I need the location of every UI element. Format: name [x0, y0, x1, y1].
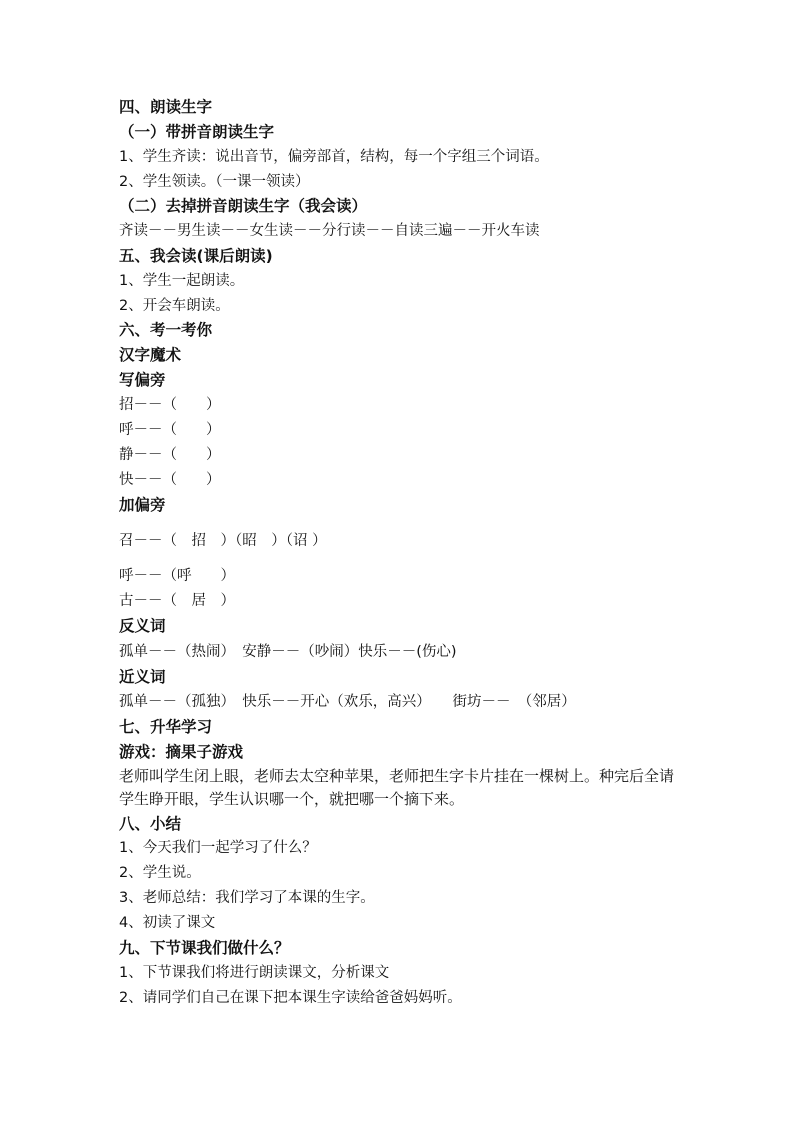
- text-line: 2、请同学们自己在课下把本课生字读给爸爸妈妈听。: [119, 990, 462, 1006]
- subheading-1: （一）带拼音朗读生字: [119, 123, 275, 141]
- text-line: 齐读－－男生读－－女生读－－分行读－－自读三遍－－开火车读: [119, 223, 540, 239]
- text-line: 2、学生说。: [119, 865, 201, 881]
- exercise-line: 呼－－（呼 ）: [119, 568, 235, 584]
- heading-5: 五、我会读(课后朗读): [119, 247, 273, 265]
- paragraph: 老师叫学生闭上眼，老师去太空种苹果，老师把生字卡片挂在一棵树上。种完后全请学生睁开眼，学生认识哪一个，就把哪一个摘下来。: [119, 767, 675, 808]
- heading-6: 六、考一考你: [119, 321, 213, 339]
- subheading-synonym: 近义词: [119, 668, 166, 686]
- exercise-line: 静－－（ ）: [119, 447, 221, 463]
- subheading-magic: 汉字魔术: [119, 346, 182, 364]
- heading-9: 九、下节课我们做什么？: [119, 939, 290, 957]
- subheading-game: 游戏：摘果子游戏: [119, 743, 244, 761]
- heading-7: 七、升华学习: [119, 718, 213, 736]
- text-line: 1、今天我们一起学习了什么？: [119, 840, 317, 856]
- text-line: 孤单－－（孤独） 快乐－－开心（欢乐，高兴） 街坊－－ （邻居）: [119, 694, 576, 710]
- text-line: 2、开会车朗读。: [119, 298, 230, 314]
- subheading-add-radical: 加偏旁: [119, 496, 166, 514]
- exercise-line: 召－－（ 招 ）（昭 ）（诏 ）: [119, 533, 327, 549]
- text-line: 4、初读了课文: [119, 915, 216, 931]
- exercise-line: 古－－（ 居 ）: [119, 593, 235, 609]
- exercise-line: 快－－（ ）: [119, 472, 221, 488]
- text-line: 孤单－－（热闹） 安静－－（吵闹）快乐－－(伤心): [119, 644, 457, 660]
- heading-4: 四、朗读生字: [119, 98, 213, 116]
- subheading-2: （二）去掉拼音朗读生字（我会读）: [119, 197, 368, 215]
- text-line: 2、学生领读。（一课一领读）: [119, 174, 310, 190]
- subheading-radical: 写偏旁: [119, 371, 166, 389]
- text-line: 1、学生一起朗读。: [119, 273, 245, 289]
- text-line: 1、学生齐读：说出音节，偏旁部首，结构，每一个字组三个词语。: [119, 149, 549, 165]
- exercise-line: 招－－（ ）: [119, 397, 221, 413]
- text-line: 1、下节课我们将进行朗读课文，分析课文: [119, 965, 390, 981]
- exercise-line: 呼－－（ ）: [119, 422, 221, 438]
- heading-8: 八、小结: [119, 815, 182, 833]
- text-line: 3、老师总结：我们学习了本课的生字。: [119, 890, 375, 906]
- subheading-antonym: 反义词: [119, 617, 166, 635]
